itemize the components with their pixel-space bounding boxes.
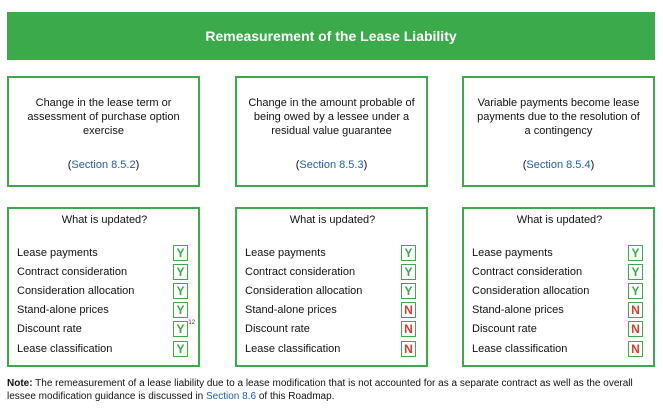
section-link[interactable]: Section 8.5.3	[299, 159, 364, 171]
updated-row: Stand-alone prices N	[245, 301, 420, 320]
updated-row: Lease classification Y	[17, 339, 192, 358]
updated-row: Discount rate N	[472, 320, 647, 339]
section-reference: (Section 8.5.2)	[67, 159, 140, 171]
updated-row: Contract consideration Y	[472, 262, 647, 281]
section-reference: (Section 8.5.3)	[295, 159, 368, 171]
yes-mark: Y	[173, 264, 188, 280]
yes-mark: Y	[628, 283, 643, 299]
no-mark: N	[628, 341, 643, 357]
updated-row: Contract consideration Y	[245, 262, 420, 281]
updated-row: Consideration allocation Y	[17, 281, 192, 300]
updated-heading: What is updated?	[61, 214, 148, 226]
yes-mark: Y	[173, 283, 188, 299]
yes-mark: Y	[173, 302, 188, 318]
no-mark: N	[628, 321, 643, 337]
updated-row: Lease classification N	[472, 339, 647, 358]
footer-note	[7, 377, 657, 403]
yes-mark: Y	[628, 264, 643, 280]
no-mark: N	[401, 302, 416, 318]
no-mark: N	[401, 321, 416, 337]
updated-row: Lease classification N	[245, 339, 420, 358]
updated-row: Lease payments Y	[17, 243, 192, 262]
no-mark: N	[628, 302, 643, 318]
trigger-box-lease-term	[7, 76, 200, 187]
note-text: The remeasurement of a lease liability due to a lease modification that is not accounted for as a separate contract as well as the overall lessee modification guidance is discussed in	[7, 378, 633, 402]
updated-row: Stand-alone prices N	[472, 301, 647, 320]
updated-box-lease-term	[7, 207, 200, 367]
yes-mark: Y	[173, 321, 188, 337]
updated-row: Lease payments Y	[245, 243, 420, 262]
yes-mark: Y	[401, 283, 416, 299]
title-banner	[7, 12, 655, 60]
trigger-description: Change in the lease term or assessment of purchase option exercise	[27, 97, 180, 137]
updated-heading: What is updated?	[516, 214, 603, 226]
no-mark: N	[401, 341, 416, 357]
updated-box-residual-value	[235, 207, 428, 367]
yes-mark: Y	[401, 264, 416, 280]
updated-row: Consideration allocation Y	[472, 281, 647, 300]
updated-row: Contract consideration Y	[17, 262, 192, 281]
trigger-box-contingency	[462, 76, 655, 187]
yes-mark: Y	[628, 245, 643, 261]
trigger-box-residual-value	[235, 76, 428, 187]
yes-mark: Y	[401, 245, 416, 261]
footnote-marker: 12	[188, 319, 195, 326]
updated-row: Consideration allocation Y	[245, 281, 420, 300]
yes-mark: Y	[173, 245, 188, 261]
updated-row: Lease payments Y	[472, 243, 647, 262]
title-text: Remeasurement of the Lease Liability	[205, 28, 457, 44]
updated-row: Discount rate N	[245, 320, 420, 339]
updated-heading: What is updated?	[289, 214, 376, 226]
note-prefix: Note:	[7, 378, 33, 389]
trigger-description: Change in the amount probable of being owed by a lessee under a residual value guarantee	[248, 97, 415, 137]
note-text-end: of this Roadmap.	[256, 391, 335, 402]
yes-mark: Y	[173, 341, 188, 357]
updated-row: Stand-alone prices Y	[17, 301, 192, 320]
section-reference: (Section 8.5.4)	[522, 159, 595, 171]
section-link[interactable]: Section 8.5.4	[526, 159, 591, 171]
updated-row: Discount rate Y 12	[17, 319, 195, 337]
section-link[interactable]: Section 8.5.2	[71, 159, 136, 171]
updated-box-contingency	[462, 207, 655, 367]
note-section-link[interactable]: Section 8.6	[206, 391, 257, 402]
trigger-description: Variable payments become lease payments due to the resolution of a contingency	[477, 97, 640, 137]
